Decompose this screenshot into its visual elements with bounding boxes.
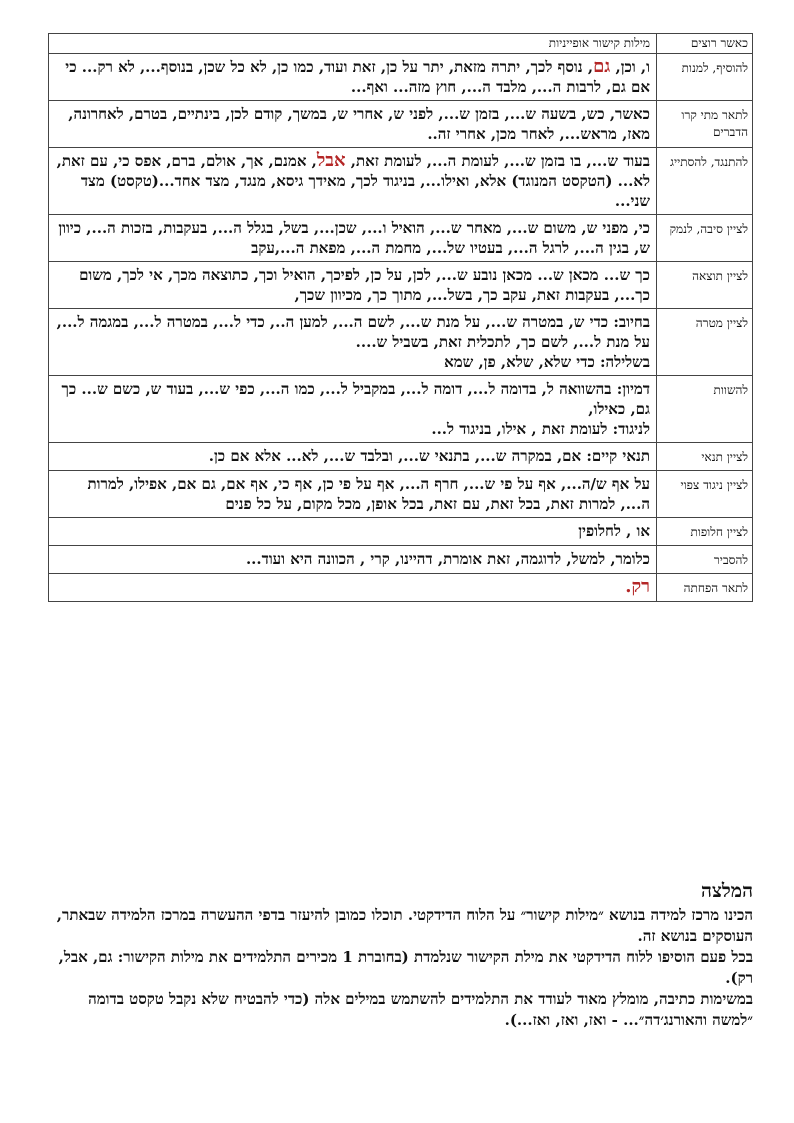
highlighted-connective: אבל — [316, 150, 346, 171]
connective-text: בעוד ש..., בו בזמן ש..., לעומת ה..., לעומת זאת, — [345, 152, 650, 170]
connective-words-line: או , לחלופין — [578, 522, 650, 540]
table-row — [49, 101, 753, 148]
connective-words-line: כך ש... מכאן ש... מכאן נובע ש..., לכן, על כן, לפיכך, הואיל וכך, כתוצאה מכך, אי לכך, משום כך..., בעקבות זאת, עקב כך, בשל..., מתוך כך, מכיוון שכך, — [79, 266, 650, 304]
recommendation-paragraph: הכינו מרכז למידה בנושא ״מילות קישור״ על הלוח הדידקטי. תוכלו כמובן להיעזר בדפי ההעשרה במרכז הלמידה שבאתר, העוסקים בנושא זה. — [56, 906, 753, 945]
connective-words-cell — [49, 309, 657, 376]
table-row — [49, 54, 753, 101]
connective-words-cell — [49, 376, 657, 443]
purpose-cell: להשוות — [657, 376, 753, 443]
highlighted-connective: רק. — [625, 576, 650, 597]
connective-words-cell — [49, 574, 657, 602]
recommendation-paragraph: במשימות כתיבה, מומלץ מאוד לעודד את התלמידים להשתמש במילים אלה (כדי להבטיח שלא נקבל טקסט בדומה ״למשה והאורנג׳דה״... - ואז, ואז, ואז...). — [88, 990, 753, 1029]
table-body — [49, 54, 753, 602]
purpose-cell: לתאר מתי קרו הדברים — [657, 101, 753, 148]
connective-text: ו, וכן, — [610, 58, 650, 76]
connective-words-line: על אף ש/ה..., אף על פי ש..., חרף ה..., אף על פי כן, אף כי, אף אם, גם אם, אפילו, למרות ה..., למרות זאת, בכל זאת, עם זאת, בכל אופן, מכל מקום, על כל פנים — [87, 475, 650, 513]
connective-words-line — [55, 57, 650, 97]
table-row — [49, 262, 753, 309]
connective-words-line — [55, 577, 650, 597]
table-row — [49, 376, 753, 443]
connective-text: , אמנם, אך, אולם, ברם, אפס כי, עם זאת, לא... (הטקסט המנוגד) אלא, ואילו..., בניגוד לכך, מאידך גיסא, מנגד, מצד אחד...(טקסט) מצד שני... — [56, 152, 650, 210]
connective-words-cell — [49, 54, 657, 101]
connective-words-cell — [49, 148, 657, 215]
table-row — [49, 471, 753, 518]
connective-words-cell — [49, 262, 657, 309]
connective-words-line: כאשר, כש, בשעה ש..., בזמן ש..., לפני ש, אחרי ש, במשך, קודם לכן, בינתיים, בטרם, לאחרונה, מאז, מראש..., לאחר מכן, אחרי זה.. — [68, 105, 650, 143]
purpose-cell: לציין חלופות — [657, 518, 753, 546]
connective-words-cell — [49, 215, 657, 262]
connective-words-cell — [49, 518, 657, 546]
purpose-cell: לתאר הפחתה — [657, 574, 753, 602]
table-row — [49, 574, 753, 602]
connective-words-line: בחיוב: כדי ש, במטרה ש..., על מנת ש..., לשם ה..., למען ה.., כדי ל..., במטרה ל..., במגמה ל..., על מנת ל..., לשם כך, לתכלית זאת, בשביל ש.... — [56, 313, 650, 351]
purpose-cell: להוסיף, למנות — [657, 54, 753, 101]
purpose-cell: להתנגד, להסתייג — [657, 148, 753, 215]
connective-words-line: כי, מפני ש, משום ש..., מאחר ש..., הואיל ו..., שכן..., בשל, בגלל ה..., בעקבות, בזכות ה..., כיוון ש, בגין ה..., לרגל ה..., בעטיו של..., מחמת ה..., מפאת ה...,עקב — [58, 219, 650, 257]
connective-words-cell — [49, 546, 657, 574]
header-when-wanting: כאשר רוצים — [657, 34, 753, 54]
purpose-cell: לציין מטרה — [657, 309, 753, 376]
table-row — [49, 443, 753, 471]
header-typical-words: מילות קישור אופייניות — [49, 34, 657, 54]
connectives-table — [48, 33, 753, 602]
table-row — [49, 215, 753, 262]
connective-words-cell — [49, 443, 657, 471]
connective-words-line: דמיון: בהשוואה ל, בדומה ל..., דומה ל..., במקביל ל..., כמו ה..., כפי ש..., בעוד ש, כשם ש... כך גם, כאילו, — [61, 380, 650, 418]
connective-words-line: בשלילה: כדי שלא, שלא, פן, שמא — [444, 353, 650, 371]
purpose-cell: לציין סיבה, לנמק — [657, 215, 753, 262]
connective-words-cell — [49, 101, 657, 148]
connective-words-line: כלומר, למשל, לדוגמה, זאת אומרת, דהיינו, קרי , הכוונה היא ועוד... — [245, 550, 650, 568]
purpose-cell: לציין ניגוד צפוי — [657, 471, 753, 518]
table-row — [49, 546, 753, 574]
purpose-cell: לציין תוצאה — [657, 262, 753, 309]
highlighted-connective: גם — [593, 56, 611, 77]
recommendation-title: המלצה — [701, 880, 753, 902]
connective-words-line: תנאי קיים: אם, במקרה ש..., בתנאי ש..., ובלבד ש..., לא... אלא אם כן. — [208, 447, 650, 465]
connective-text: , נוסף לכך, יתרה מזאת, יתר על כן, זאת ועוד, כמו כן, לא כל שכן, בנוסף..., לא רק... כי אם גם, לרבות ה..., מלבד ה..., חוץ מזה... ואף... — [65, 58, 650, 96]
recommendation-section — [48, 879, 753, 1031]
table-row — [49, 148, 753, 215]
purpose-cell: להסביר — [657, 546, 753, 574]
table-row — [49, 309, 753, 376]
table-row — [49, 518, 753, 546]
connective-words-cell — [49, 471, 657, 518]
connective-words-line — [55, 151, 650, 211]
purpose-cell: לציין תנאי — [657, 443, 753, 471]
recommendation-paragraph: בכל פעם הוסיפו ללוח הדידקטי את מילת הקישור שנלמדת (בחוברת 1 מכירים התלמידים את מילות הקישור: גם, אבל, רק). — [58, 948, 753, 987]
table-header-row — [49, 34, 753, 54]
connective-words-line: לניגוד: לעומת זאת , אילו, בניגוד ל... — [431, 420, 650, 438]
